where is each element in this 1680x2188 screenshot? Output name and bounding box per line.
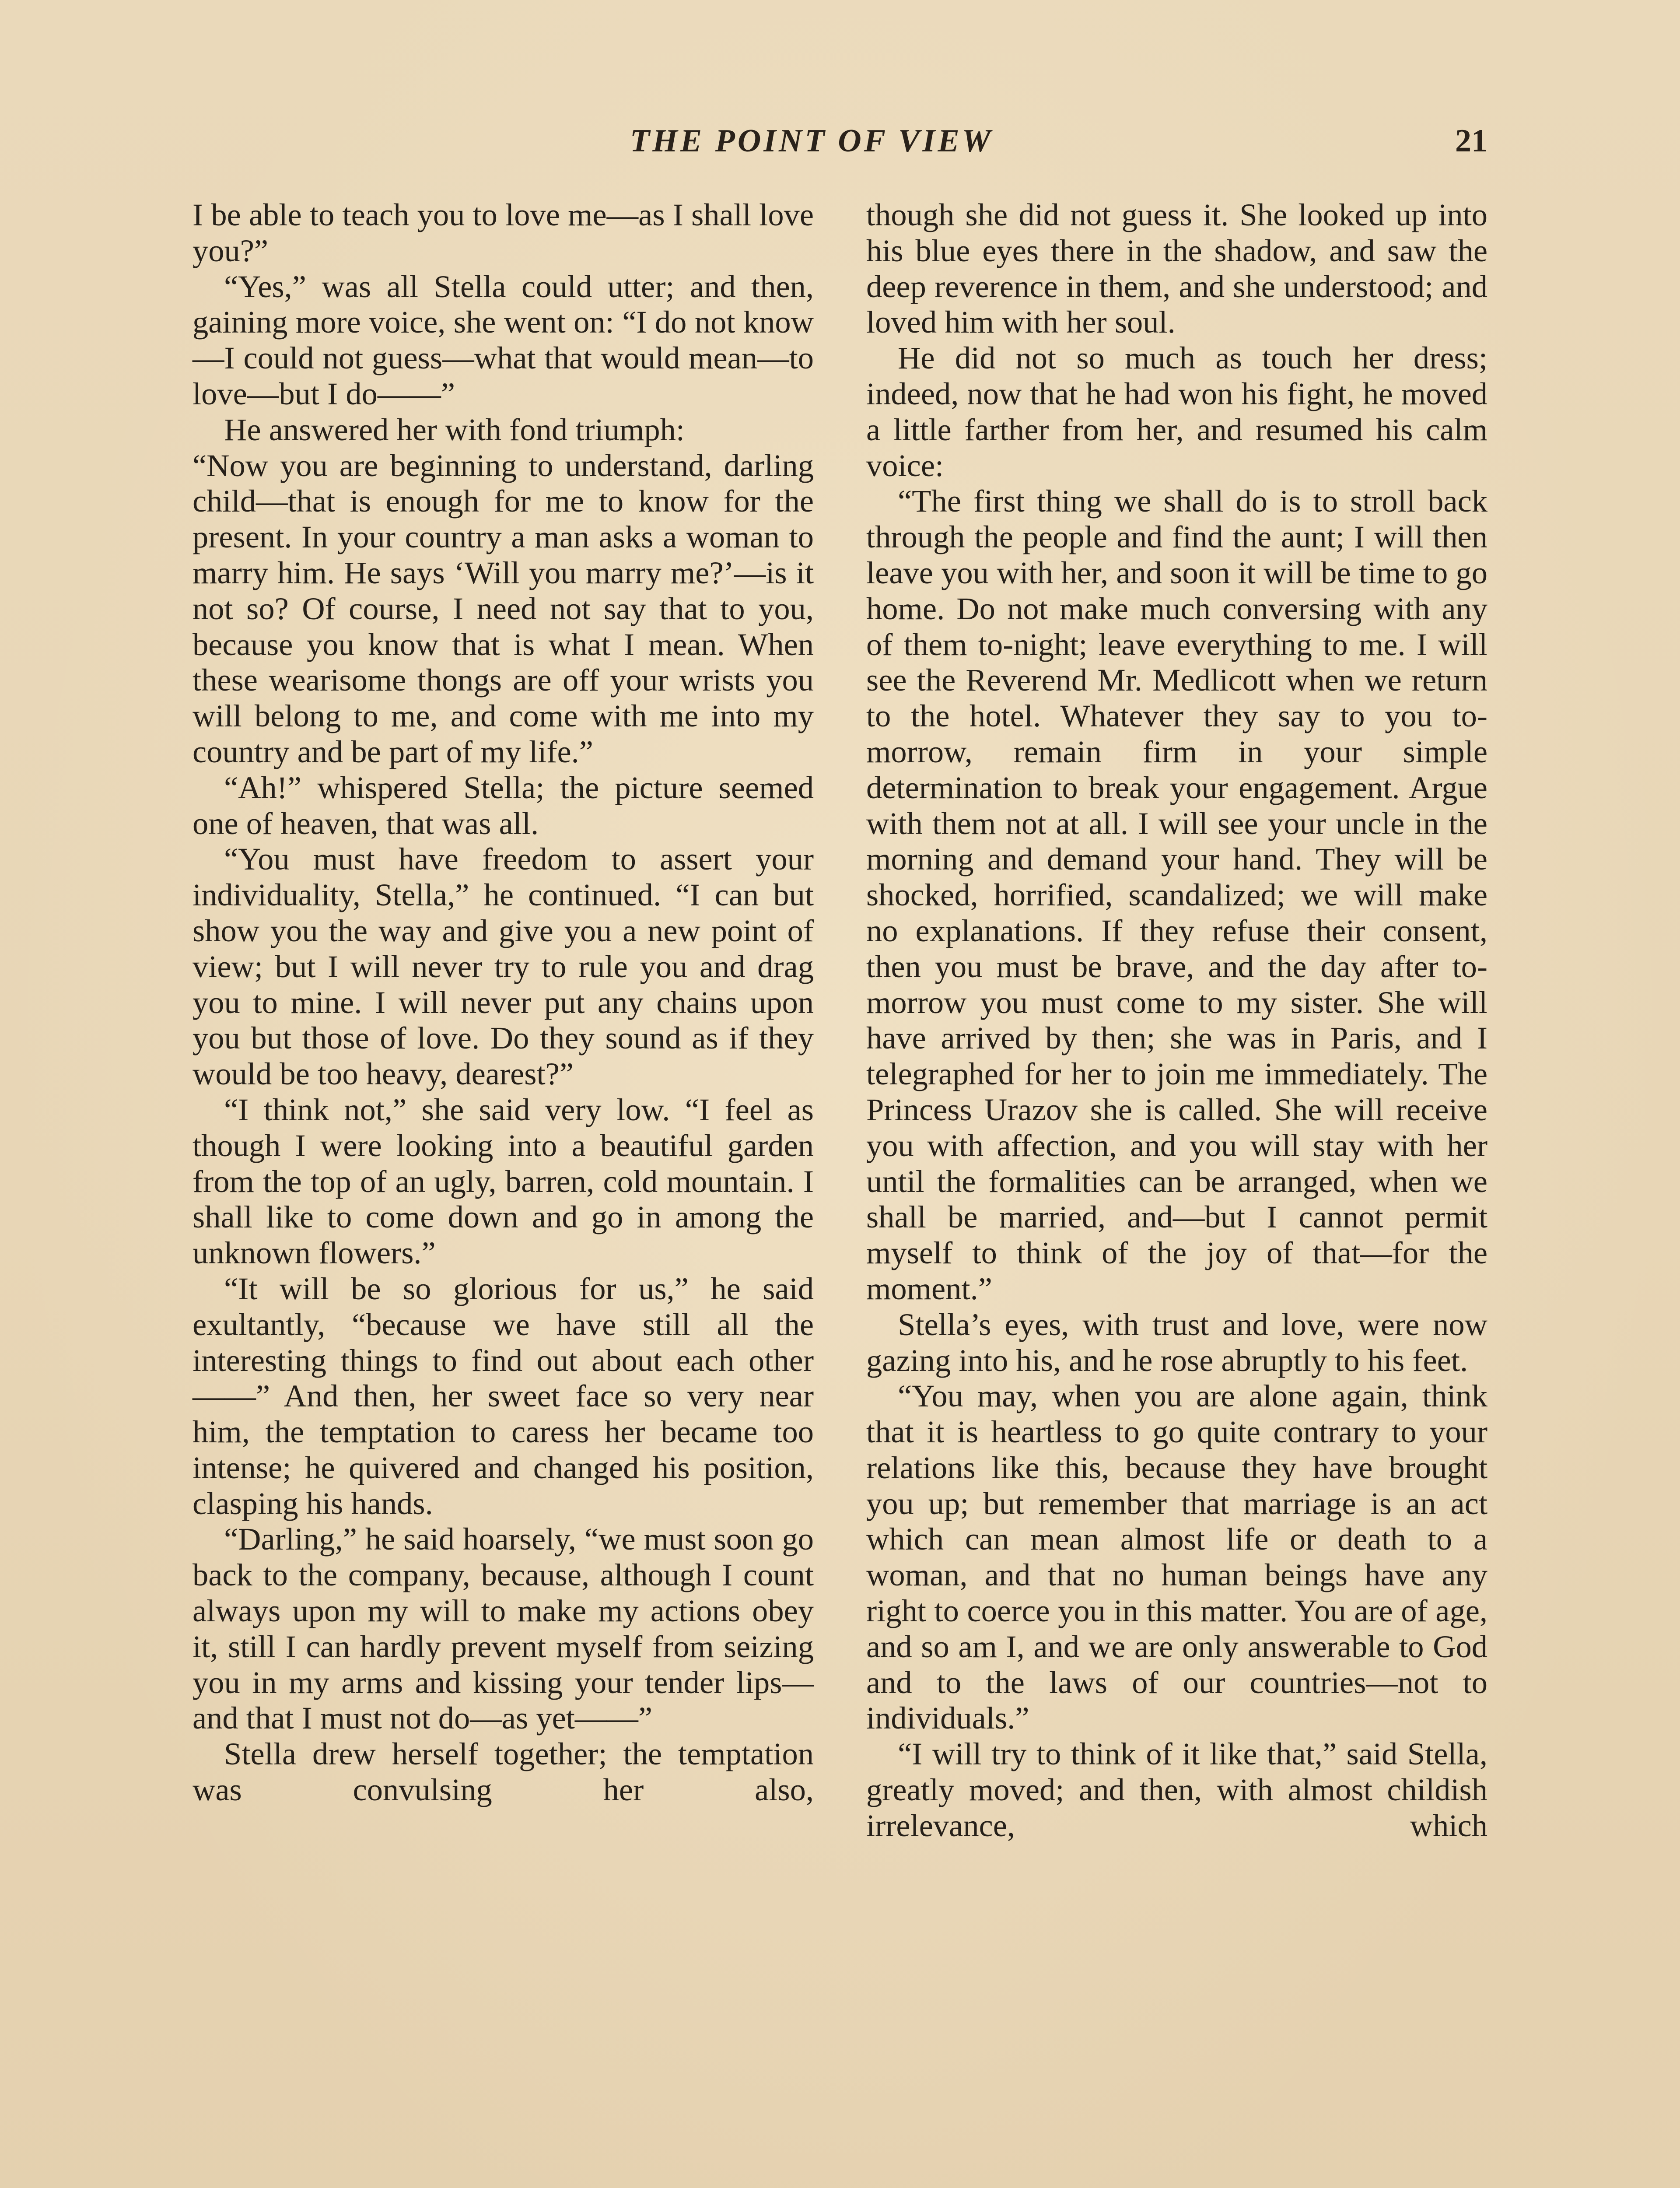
- paragraph: I be able to teach you to love me—as I shall love you?”: [192, 197, 814, 268]
- text-column-left: [192, 197, 814, 1808]
- paragraph: “The first thing we shall do is to stroll back through the people and find the aunt; I will then leave you with her, and soon it will be time to go home. Do not make much conversing with any of them to-night; leave everything to me. I will see the Reverend Mr. Medlicott when we return to the hotel. Whatever they say to you to-morrow, remain firm in your simple determination to break your engagement. Argue with them not at all. I will see your uncle in the morning and demand your hand. They will be shocked, horrified, scandalized; we will make no explanations. If they refuse their consent, then you must be brave, and the day after to-morrow you must come to my sister. She will have arrived by then; she was in Paris, and I telegraphed for her to join me immediately. The Princess Urazov she is called. She will receive you with affection, and you will stay with her until the formalities can be arranged, when we shall be married, and—but I cannot permit myself to think of the joy of that—for the moment.”: [866, 483, 1488, 1306]
- text-column-right: [866, 197, 1488, 1844]
- running-head: [192, 123, 1488, 171]
- paragraph: “You may, when you are alone again, think that it is heartless to go quite contrary to your relations like this, because they have brought you up; but remember that marriage is an act which can mean almost life or death to a woman, and that no human beings have any right to coerce you in this matter. You are of age, and so am I, and we are only answerable to God and to the laws of our countries—not to individuals.”: [866, 1378, 1488, 1736]
- paragraph: “Now you are beginning to understand, darling child—that is enough for me to know for the present. In your country a man asks a woman to marry him. He says ‘Will you marry me?’—is it not so? Of course, I need not say that to you, because you know that is what I mean. When these wearisome thongs are off your wrists you will belong to me, and come with me into my country and be part of my life.”: [192, 447, 814, 769]
- paragraph: Stella drew herself together; the temptation was convulsing her also,: [192, 1736, 814, 1808]
- paragraph: “You must have freedom to assert your individuality, Stella,” he continued. “I can but show you the way and give you a new point of view; but I will never try to rule you and drag you to mine. I will never put any chains upon you but those of love. Do they sound as if they would be too heavy, dearest?”: [192, 841, 814, 1092]
- paragraph: “I think not,” she said very low. “I feel as though I were looking into a beautiful garden from the top of an ugly, barren, cold mountain. I shall like to come down and go in among the unknown flowers.”: [192, 1091, 814, 1271]
- running-title: THE POINT OF VIEW: [630, 123, 994, 159]
- paragraph: He did not so much as touch her dress; indeed, now that he had won his fight, he moved a little farther from her, and resumed his calm voice:: [866, 340, 1488, 483]
- paragraph: though she did not guess it. She looked up into his blue eyes there in the shadow, and saw the deep reverence in them, and she understood; and loved him with her soul.: [866, 197, 1488, 340]
- paragraph: “I will try to think of it like that,” said Stella, greatly moved; and then, with almost childish irrelevance, which: [866, 1736, 1488, 1843]
- paragraph: He answered her with fond triumph:: [224, 411, 685, 447]
- paragraph: “Darling,” he said hoarsely, “we must soon go back to the company, because, although I count always upon my will to make my actions obey it, still I can hardly prevent myself from seizing you in my arms and kissing your tender lips—and that I must not do—as yet——”: [192, 1521, 814, 1736]
- paragraph: “Yes,” was all Stella could utter; and then, gaining more voice, she went on: “I do not know—I could not guess—what that would mean—to love—but I do——”: [192, 268, 814, 411]
- paragraph: “Ah!” whispered Stella; the picture seemed one of heaven, that was all.: [192, 769, 814, 841]
- paragraph: “It will be so glorious for us,” he said exultantly, “because we have still all the interesting things to find out about each other——” And then, her sweet face so very near him, the temptation to caress her became too intense; he quivered and changed his position, clasping his hands.: [192, 1270, 814, 1521]
- paragraph: Stella’s eyes, with trust and love, were now gazing into his, and he rose abruptly to his feet.: [866, 1306, 1488, 1378]
- page-number: 21: [1455, 123, 1488, 159]
